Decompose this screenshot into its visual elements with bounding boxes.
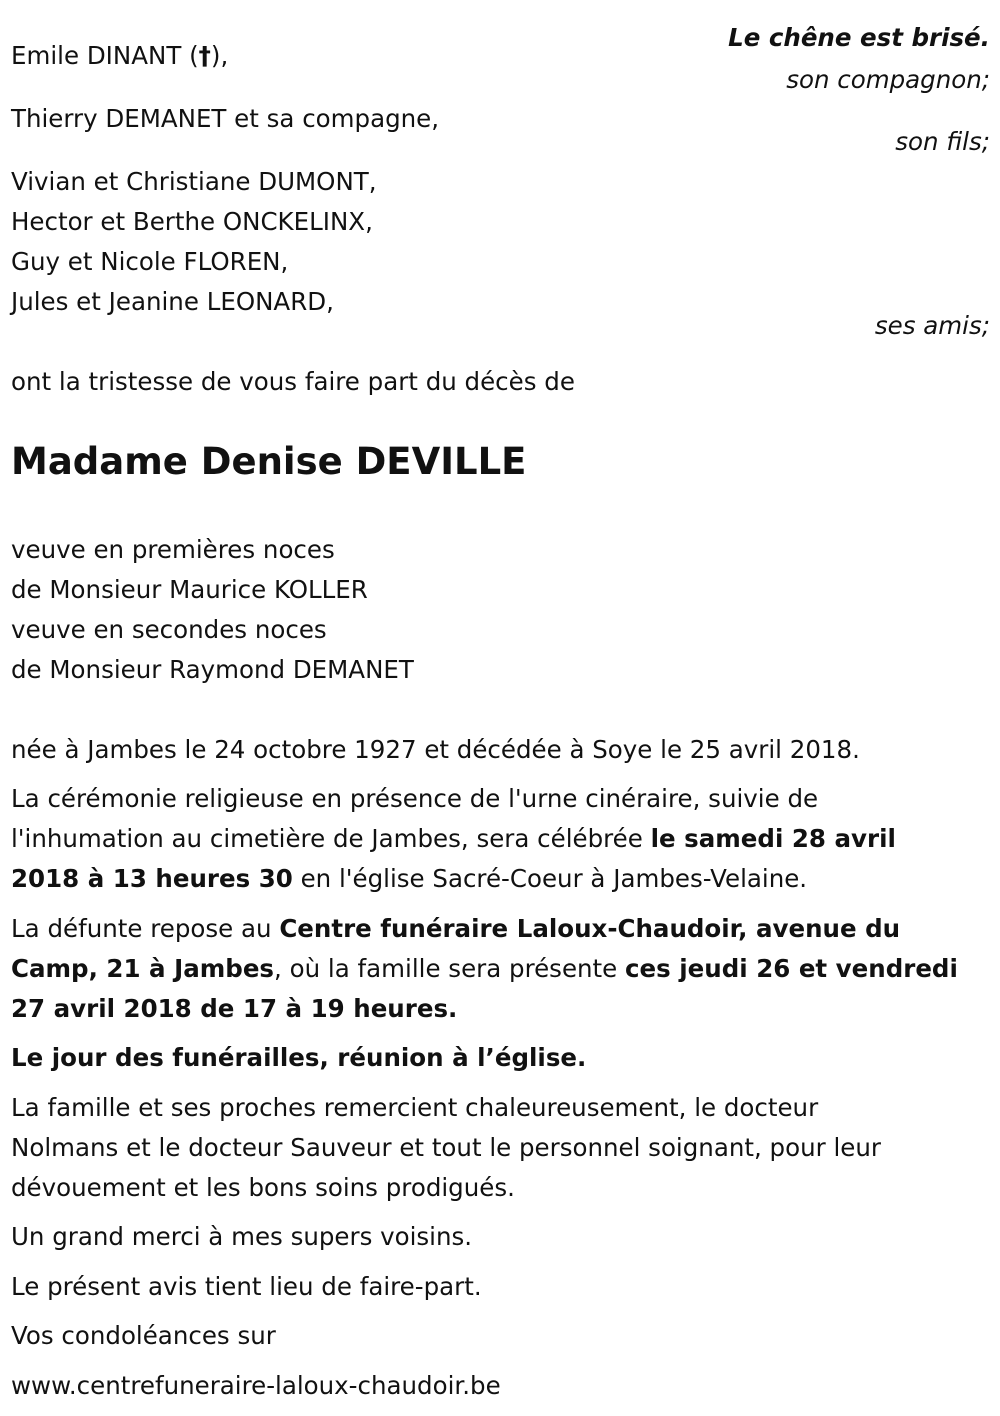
son-role: son fils; bbox=[895, 127, 990, 156]
visitation-hours: 27 avril 2018 de 17 à 19 heures. bbox=[11, 994, 458, 1023]
neighbors-thanks: Un grand merci à mes supers voisins. bbox=[11, 1222, 473, 1251]
ceremony-line-2 bbox=[11, 819, 896, 859]
condolences-label: Vos condoléances sur bbox=[11, 1321, 276, 1350]
deceased-name: Madame Denise DEVILLE bbox=[11, 440, 527, 483]
funeral-day: Le jour des funérailles, réunion à l’église. bbox=[11, 1043, 587, 1072]
visitation-text: La défunte repose au bbox=[11, 914, 280, 943]
partner-role: son compagnon; bbox=[786, 65, 990, 94]
friend-name: Guy et Nicole FLOREN, bbox=[11, 247, 289, 276]
ceremony-place: en l'église Sacré-Coeur à Jambes-Velaine. bbox=[292, 864, 808, 893]
friend-name: Hector et Berthe ONCKELINX, bbox=[11, 207, 373, 236]
friends-role: ses amis; bbox=[874, 311, 990, 340]
thanks-line: Nolmans et le docteur Sauveur et tout le personnel soignant, pour leur bbox=[11, 1133, 881, 1162]
ceremony-time: 2018 à 13 heures 30 bbox=[11, 864, 293, 893]
son-line: Thierry DEMANET et sa compagne, bbox=[11, 104, 440, 133]
notice: Le présent avis tient lieu de faire-part. bbox=[11, 1272, 482, 1301]
ceremony-line-1: La cérémonie religieuse en présence de l'urne cinéraire, suivie de bbox=[11, 784, 819, 813]
marriage-line: de Monsieur Maurice KOLLER bbox=[11, 575, 368, 604]
visitation-line-1 bbox=[11, 909, 900, 949]
thanks-line: dévouement et les bons soins prodigués. bbox=[11, 1173, 515, 1202]
funeral-center-address: Camp, 21 à Jambes bbox=[11, 954, 275, 983]
ceremony-text: l'inhumation au cimetière de Jambes, sera célébrée bbox=[11, 824, 651, 853]
funeral-center: Centre funéraire Laloux-Chaudoir, avenue du bbox=[279, 914, 901, 943]
cross-icon: † bbox=[198, 41, 211, 70]
announcement: ont la tristesse de vous faire part du décès de bbox=[11, 367, 575, 396]
friend-name: Jules et Jeanine LEONARD, bbox=[11, 287, 334, 316]
visitation-days: ces jeudi 26 et vendredi bbox=[625, 954, 958, 983]
motto: Le chêne est brisé. bbox=[728, 23, 990, 52]
partner-suffix: ), bbox=[210, 41, 229, 70]
marriage-line: veuve en premières noces bbox=[11, 535, 335, 564]
thanks-line: La famille et ses proches remercient chaleureusement, le docteur bbox=[11, 1093, 819, 1122]
visitation-line-2 bbox=[11, 949, 958, 989]
marriage-line: veuve en secondes noces bbox=[11, 615, 327, 644]
friend-name: Vivian et Christiane DUMONT, bbox=[11, 167, 377, 196]
birth-death: née à Jambes le 24 octobre 1927 et décédée à Soye le 25 avril 2018. bbox=[11, 735, 860, 764]
ceremony-date: le samedi 28 avril bbox=[650, 824, 896, 853]
partner-line bbox=[11, 36, 228, 76]
partner-name: Emile DINANT ( bbox=[11, 41, 199, 70]
website-link[interactable]: www.centrefuneraire-laloux-chaudoir.be bbox=[11, 1371, 501, 1400]
marriage-line: de Monsieur Raymond DEMANET bbox=[11, 655, 414, 684]
visitation-text: , où la famille sera présente bbox=[274, 954, 626, 983]
ceremony-line-3 bbox=[11, 859, 807, 899]
